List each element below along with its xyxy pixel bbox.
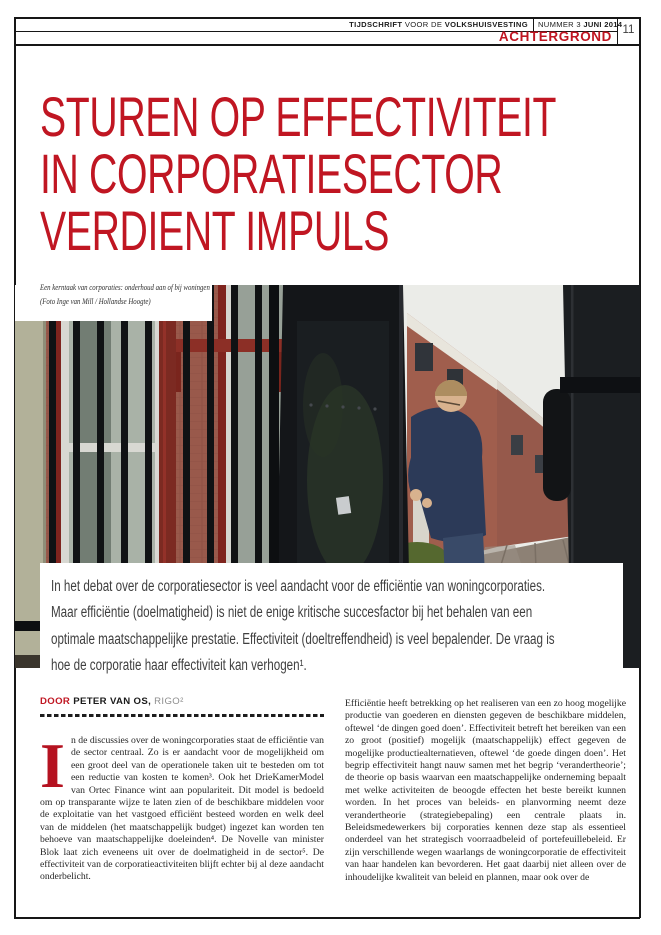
journal-title-part2: VOOR DE (402, 20, 445, 29)
page-border-top (14, 17, 640, 19)
author-affiliation: RIGO² (154, 696, 184, 707)
journal-title-part3: VOLKSHUISVESTING (444, 20, 528, 29)
drop-cap: I (40, 730, 65, 801)
section-label: ACHTERGROND (498, 29, 612, 44)
issue-number: NUMMER 3 (538, 20, 584, 29)
page-border-bottom (14, 917, 640, 919)
article-title-line: STUREN OP EFFECTIVITEIT (40, 85, 557, 148)
issue-date: JUNI 2014 (583, 20, 623, 29)
photo-caption-line: (Foto Inge van Mill / Hollandse Hoogte) (40, 295, 151, 306)
dotted-divider (40, 714, 324, 717)
body-column-right (345, 698, 626, 884)
article-title-line: VERDIENT IMPULS (40, 199, 390, 262)
body-text-left: n de discussies over de woningcorporaties staat de efficiëntie van de sector centraal. Zo is er aandacht voor de mogelijkheid om een groot deel van de operationele taken uit te besteden om tot een reductie van kosten te komen³. Ook het DrieKamerModel van Ortec Finance wint aan populariteit. Dit model is bedoeld om op transparante wijze te laten zien of de beschikbare middelen voor de exploitatie van het vastgoed efficiënt besteed worden en welk deel van de middelen (het maatschappelijk budget) ingezet kan worden ten behoeve van maatschappelijke doeleinden⁴. De Novelle van minister Blok laat zich eveneens uit over de doelmatigheid in de sector⁵. De effectiviteit van de corporatieactiviteiten blijft echter bij al deze aandacht onderbelicht. (40, 735, 324, 883)
intro-line: Maar efficiëntie (doelmatigheid) is niet de enige kritische succesfactor bij het behalen van een (51, 604, 533, 622)
intro-line: hoe de corporatie haar effectiviteit kan verhogen¹. (51, 656, 307, 674)
journal-title (300, 20, 528, 29)
author-name: PETER VAN OS, (73, 696, 155, 707)
article-title-line: IN CORPORATIESECTOR (40, 142, 503, 205)
body-text-right: Efficiëntie heeft betrekking op het realiseren van een zo hoog mogelijke productie van goederen en diensten gegeven de beschikbare middelen, oftewel ‘de dingen goed doen’. Effectiviteit betreft het bereiken van een zo groot (positief) mogelijk (maatschappelijk) effect gegeven de mogelijke productiealternatieven, oftewel ‘de goede dingen doen’. Het begrip effectiviteit hangt nauw samen met het begrip ‘verandertheorie’; de theorie op basis waarvan een maatschappelijke onderneming bepaalt met welke activiteiten de beoogde effecten het beste bereikt kunnen worden. In het proces van beleids- en planvorming neemt deze verandertheorie (strategiebepaling) een centrale plaats in. Beleidsmedewerkers bij corporaties kennen deze stap als essentieel onderdeel van het strategisch voorraadbeleid of portefeuillebeleid. Er zijn verschillende wegen waarlangs de woningcorporatie de effectiviteit van haar handelen kan bevorderen. Het gaat daarbij niet alleen over de inhoudelijke kwaliteit van beleid en plannen, maar ook over de (345, 698, 626, 883)
intro-line: In het debat over de corporatiesector is veel aandacht voor de efficiëntie van woningcorporaties. (51, 578, 546, 595)
photo-caption-line: Een kerntaak van corporaties: onderhoud aan of bij woningen (40, 282, 210, 292)
issue-info (538, 20, 623, 29)
body-column-left (40, 730, 324, 884)
page-number: 11 (622, 24, 635, 36)
byline (40, 696, 184, 707)
intro-paragraph (40, 563, 623, 674)
journal-title-part1: TIJDSCHRIFT (349, 20, 403, 29)
header-rule-low (14, 44, 640, 46)
article-title (40, 85, 661, 262)
intro-line: optimale maatschappelijke prestatie. Effectiviteit (doeltreffendheid) is veel bepalender. De vraag is (51, 630, 555, 648)
photo-caption (40, 281, 252, 308)
byline-door-label: DOOR (40, 696, 74, 707)
